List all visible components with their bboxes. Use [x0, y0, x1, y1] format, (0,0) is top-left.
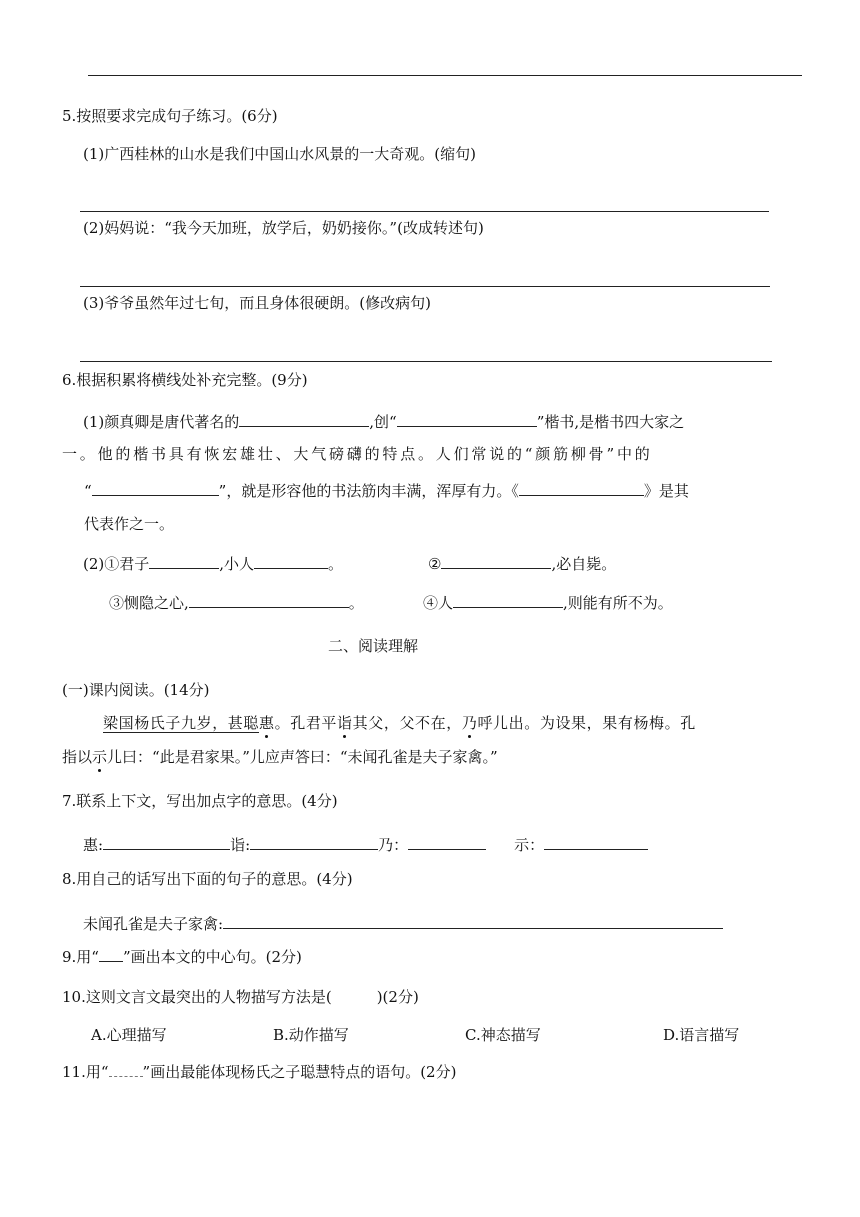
q6-text: ② [428, 555, 442, 573]
q7-blank-shi[interactable] [544, 833, 648, 850]
q7-blank-yi[interactable] [250, 833, 378, 850]
q8-title: 8.用自己的话写出下面的句子的意思。(4分) [62, 870, 353, 888]
dotted-char-shi: 示 [92, 748, 108, 766]
q5-answer-line-1[interactable] [80, 211, 769, 212]
q6-text: ,必自毙。 [551, 555, 617, 573]
q6-part3-item4 [423, 591, 673, 613]
q7-label-nai: 乃： [378, 836, 409, 854]
passage-text: 。孔君平 [274, 714, 338, 732]
solid-underline-sample [99, 949, 123, 962]
q10-option-c[interactable]: C.神态描写 [465, 1026, 541, 1044]
center-sentence-underline: 梁国杨氏子九岁，甚聪 [103, 714, 260, 732]
q10-option-a[interactable]: A.心理描写 [91, 1026, 167, 1044]
q6-blank-ren[interactable] [453, 591, 563, 608]
q6-part1-line3 [84, 479, 689, 501]
q6-text: ,创“ [369, 413, 397, 431]
q6-part3-item3 [109, 591, 364, 613]
q6-text: 》是其 [643, 482, 689, 500]
q6-part1-line1 [83, 410, 684, 432]
q11-text: 11.用“ [62, 1063, 109, 1081]
passage-text: 呼儿出。为设果，果有杨梅。孔 [477, 714, 696, 732]
dotted-char-nai: 乃 [461, 714, 478, 732]
q6-text: ,则能有所不为。 [563, 594, 673, 612]
q5-answer-line-2[interactable] [80, 286, 770, 287]
dotted-char-yi: 诣 [337, 714, 353, 732]
passage-line-2 [62, 747, 498, 767]
q9 [62, 947, 302, 967]
q9-text: ”画出本文的中心句。(2分) [122, 948, 302, 966]
q6-text: ④人 [423, 594, 454, 612]
q7-label-yi: 诣: [230, 836, 251, 854]
q6-text: ,小人 [219, 555, 255, 573]
q6-text: ③恻隐之心, [109, 594, 189, 612]
q6-blank-identity[interactable] [239, 410, 369, 427]
q6-text: ”楷书,是楷书四大家之 [536, 413, 685, 431]
q6-blank-ceyin[interactable] [189, 591, 349, 608]
q6-text: “ [84, 482, 92, 500]
reading-title: (一)课内阅读。(14分) [62, 681, 210, 699]
passage-line-1 [103, 713, 696, 733]
header-rule [88, 75, 802, 76]
q11-text: ”画出最能体现杨氏之子聪慧特点的语句。(2分) [142, 1063, 457, 1081]
q10-option-d[interactable]: D.语言描写 [663, 1026, 740, 1044]
passage-text: 其父，父不在， [352, 714, 462, 732]
q7-answers [83, 833, 648, 855]
q6-blank-bizi[interactable] [441, 552, 551, 569]
q5-item-1: (1)广西桂林的山水是我们中国山水风景的一大奇观。(缩句) [83, 145, 476, 163]
wavy-underline-sample [109, 1064, 143, 1077]
q11 [62, 1062, 456, 1082]
q7-blank-hui[interactable] [103, 833, 230, 850]
q6-part1-line2: 一。他的楷书具有恢宏雄壮、大气磅礴的特点。人们常说的“颜筋柳骨”中的 [62, 445, 653, 463]
q8-sentence: 未闻孔雀是夫子家禽: [83, 915, 224, 933]
q8-answer [83, 912, 723, 934]
q6-blank-work[interactable] [519, 479, 644, 496]
q10-title: 10.这则文言文最突出的人物描写方法是( )(2分) [62, 988, 419, 1006]
q6-blank-xiaoren[interactable] [254, 552, 328, 569]
section-heading: 二、阅读理解 [328, 637, 419, 655]
passage-text: 指以 [62, 748, 93, 766]
q7-label-shi: 示： [514, 836, 545, 854]
q6-text: 。 [348, 594, 364, 612]
q6-part1-line4: 代表作之一。 [84, 515, 175, 533]
passage-text: 儿曰：“此是君家果。”儿应声答曰：“未闻孔雀是夫子家禽。” [107, 748, 498, 766]
dotted-char-hui: 惠 [259, 714, 275, 732]
q6-part2-line1 [83, 552, 343, 574]
q6-blank-style[interactable] [397, 410, 537, 427]
q5-title: 5.按照要求完成句子练习。(6分) [62, 107, 278, 125]
q9-text: 9.用“ [62, 948, 99, 966]
q6-text: ”，就是形容他的书法筋肉丰满，浑厚有力。《 [218, 482, 519, 500]
q6-text: (2)①君子 [83, 555, 150, 573]
q10-option-b[interactable]: B.动作描写 [273, 1026, 349, 1044]
q7-title: 7.联系上下文，写出加点字的意思。(4分) [62, 792, 338, 810]
q6-blank-junzi[interactable] [149, 552, 219, 569]
q7-label-hui: 惠: [83, 836, 104, 854]
q6-blank-yan[interactable] [92, 479, 219, 496]
q6-part2-item2 [428, 552, 616, 574]
q6-text: 。 [328, 555, 344, 573]
q5-item-3: (3)爷爷虽然年过七旬，而且身体很硬朗。(修改病句) [83, 294, 431, 312]
q5-item-2: (2)妈妈说：“我今天加班，放学后，奶奶接你。”(改成转述句) [83, 219, 484, 237]
q8-blank[interactable] [223, 912, 723, 929]
q6-title: 6.根据积累将横线处补充完整。(9分) [62, 371, 308, 389]
q5-answer-line-3[interactable] [80, 361, 772, 362]
q6-text: (1)颜真卿是唐代著名的 [83, 413, 240, 431]
q7-blank-nai[interactable] [408, 833, 486, 850]
